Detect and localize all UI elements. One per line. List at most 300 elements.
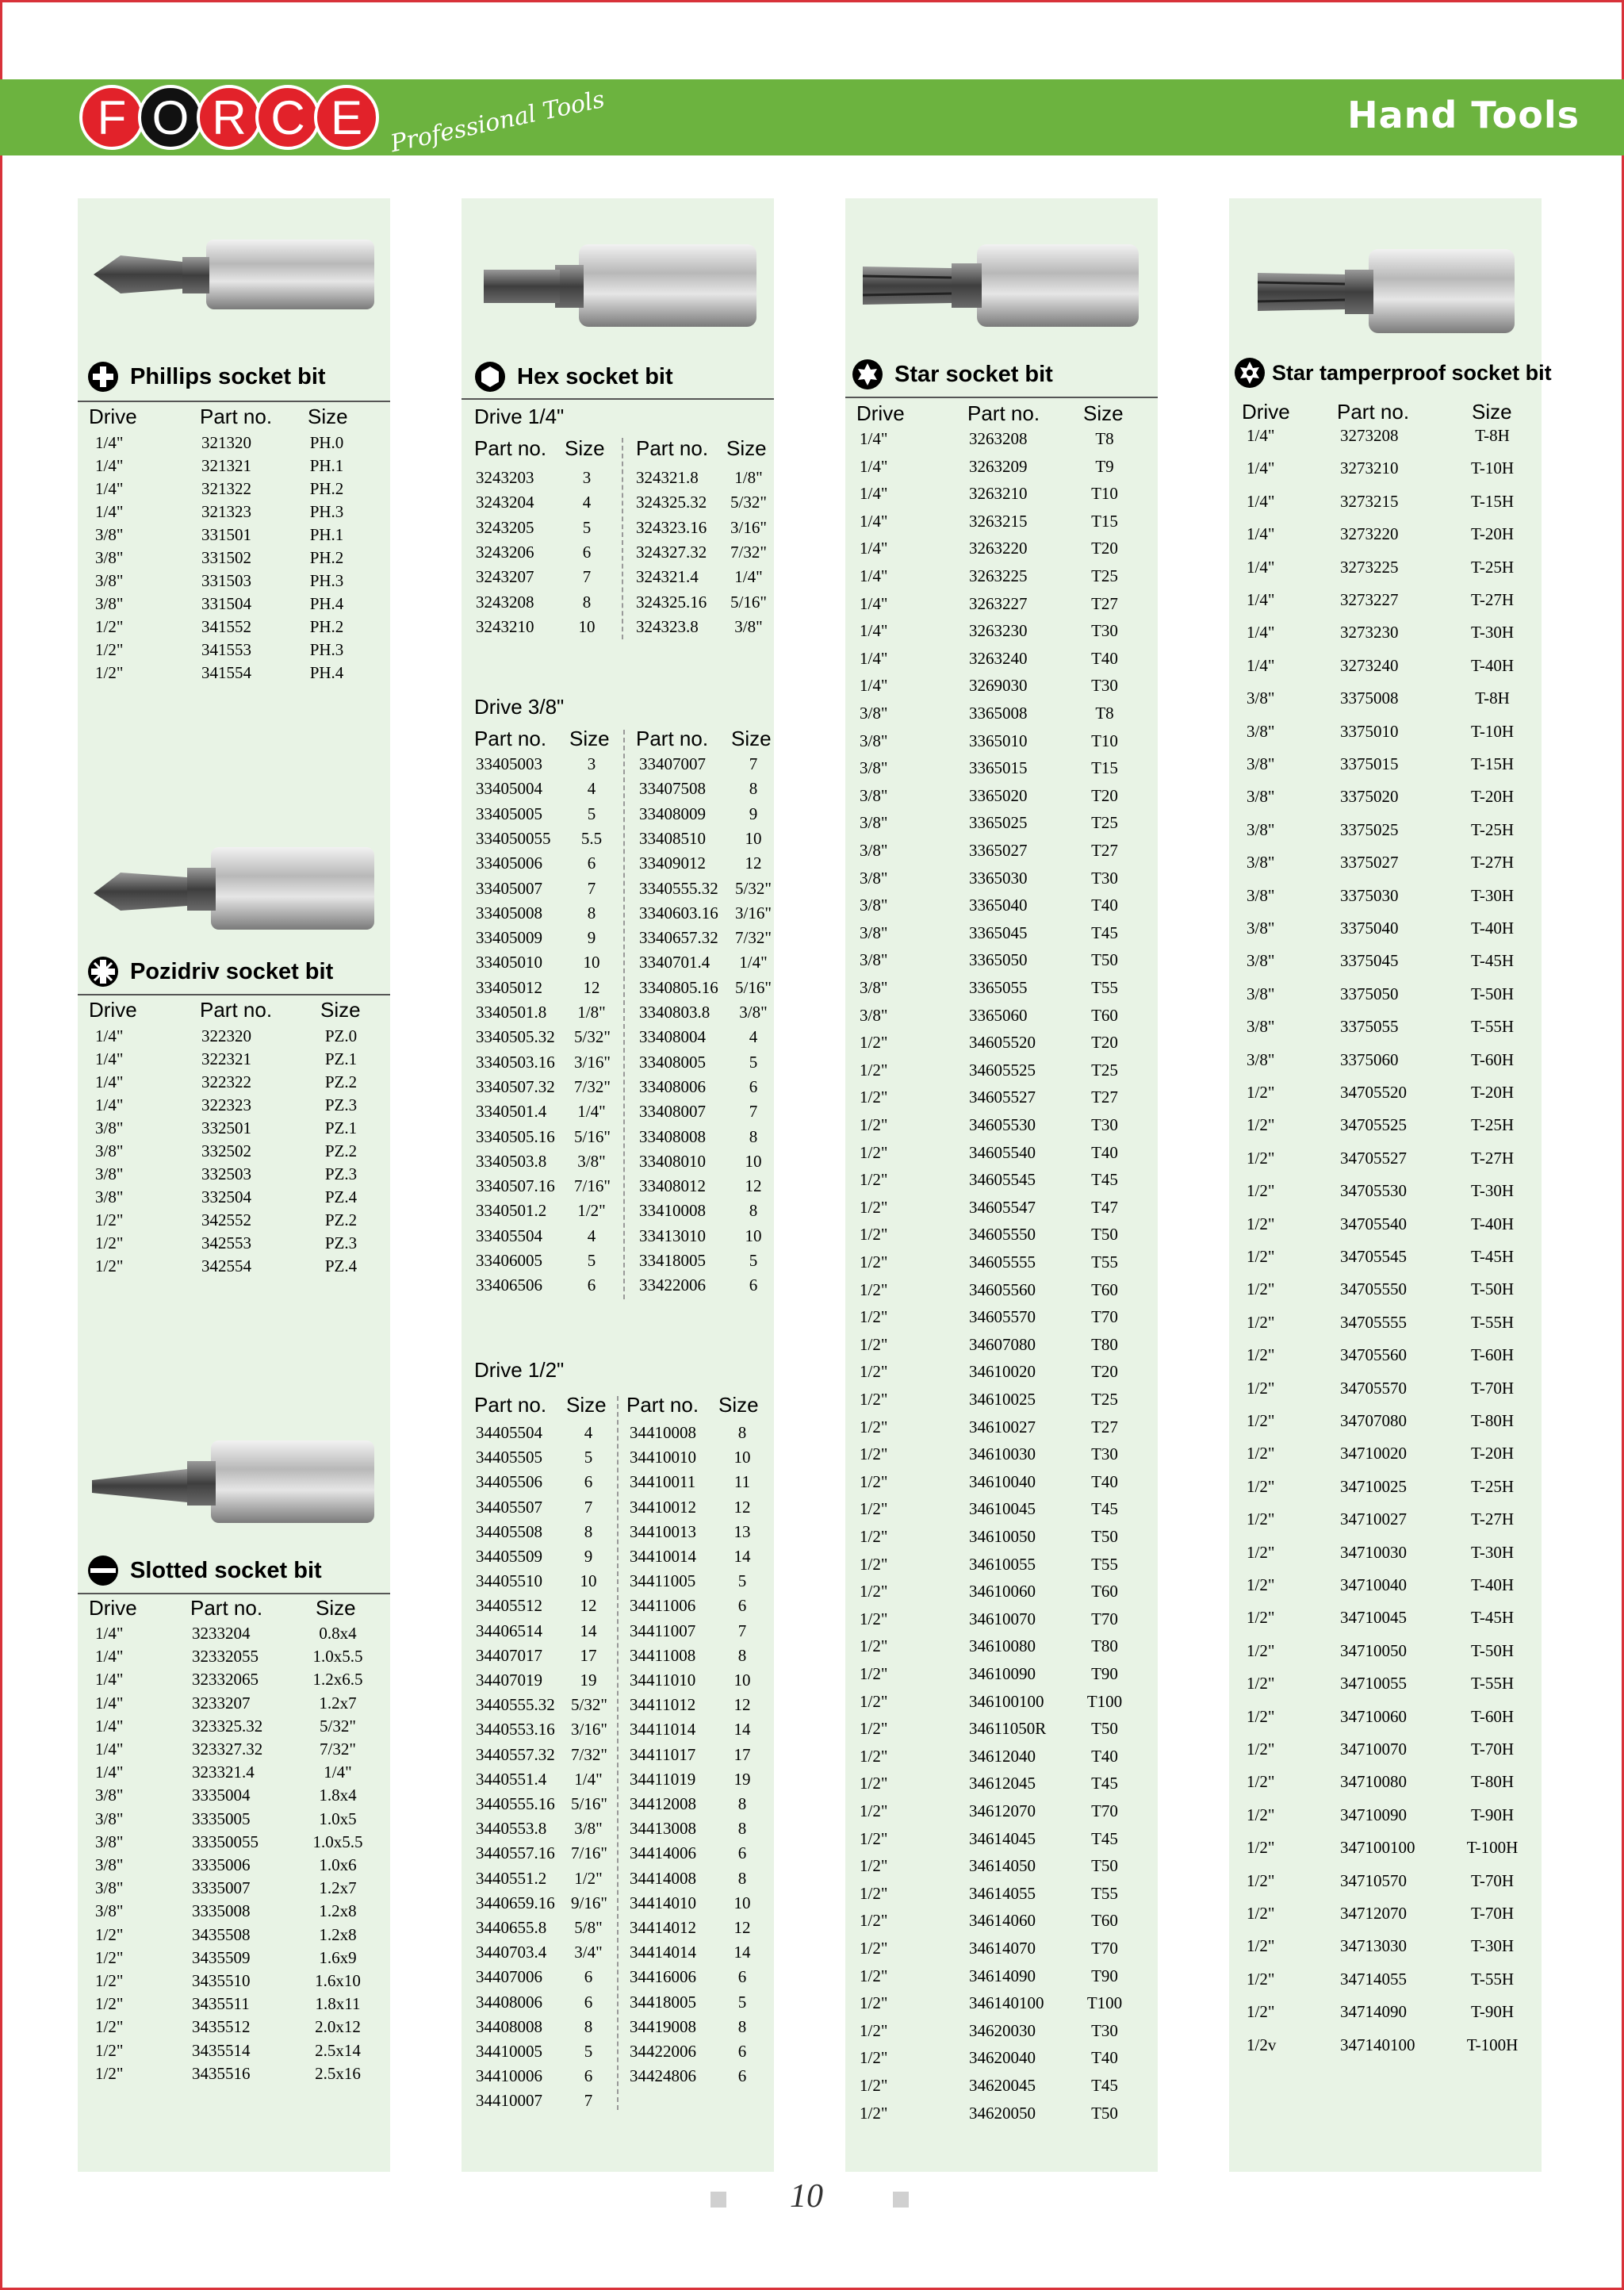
logo-letter: F [79, 85, 144, 150]
hex-part-cell: 34410014 [630, 1547, 696, 1566]
hex-size-cell: 5 [582, 517, 592, 537]
frame-top-border [0, 0, 1624, 2]
pozidriv-part-cell: 342552 [201, 1210, 251, 1229]
hex-part-cell: 33406506 [476, 1275, 542, 1295]
hex-size-cell: 12 [733, 1695, 751, 1715]
tamper-part-cell: 347100100 [1340, 1838, 1415, 1858]
tamper-drive-cell: 1/2" [1247, 1181, 1275, 1201]
hex-part-cell: 3340501.2 [476, 1201, 547, 1221]
hex-header-size: Size [718, 1393, 759, 1417]
hex-size-cell: 3/8" [734, 616, 763, 636]
pozidriv-drive-cell: 1/4" [95, 1095, 124, 1114]
hex-part-cell: 33407007 [639, 754, 706, 773]
star-size-cell: T50 [1091, 1856, 1118, 1876]
star-drive-cell: 1/2" [860, 1828, 888, 1848]
star-drive-cell: 3/8" [860, 896, 888, 915]
star-drive-cell: 1/2" [860, 1307, 888, 1327]
hex-part-cell: 34414008 [630, 1868, 696, 1888]
tamper-part-cell: 34705560 [1340, 1345, 1407, 1365]
hex-part-cell: 34407006 [476, 1967, 542, 1987]
slotted-drive-cell: 3/8" [95, 1855, 124, 1874]
pozidriv-size-cell: PZ.2 [324, 1141, 358, 1160]
phillips-drive-cell: 1/4" [95, 433, 124, 452]
hex-part-cell: 334050055 [476, 828, 551, 848]
logo-letter: E [314, 85, 379, 150]
pozidriv-size-cell: PZ.3 [324, 1164, 358, 1183]
slotted-size-cell: 1.2x8 [319, 1924, 357, 1944]
star-size-cell: T90 [1091, 1966, 1118, 1985]
slotted-size-cell: 1.0x6 [319, 1855, 357, 1874]
tamper-size-cell: T-70H [1470, 1378, 1515, 1398]
hex-size-cell: 4 [587, 1226, 596, 1245]
tamper-part-cell: 3375040 [1340, 919, 1399, 938]
tamper-part-cell: 34710030 [1340, 1542, 1407, 1562]
slotted-title-text: Slotted socket bit [130, 1557, 322, 1583]
slotted-drive-cell: 1/2" [95, 1947, 124, 1967]
phillips-header-drive: Drive [89, 405, 137, 428]
tamper-size-cell: T-20H [1470, 787, 1515, 807]
tamper-part-cell: 34714090 [1340, 2002, 1407, 2022]
tamper-drive-cell: 3/8" [1247, 853, 1275, 873]
tamper-part-cell: 3375015 [1340, 754, 1399, 773]
pozidriv-size-cell: PZ.3 [324, 1095, 358, 1114]
tamper-drive-cell: 1/4" [1247, 655, 1275, 675]
slotted-part-cell: 3233207 [192, 1693, 251, 1713]
tamper-part-cell: 3273230 [1340, 623, 1399, 643]
tamper-drive-cell: 1/4" [1247, 426, 1275, 445]
tamper-drive-cell: 1/2" [1247, 1805, 1275, 1824]
hex-part-cell: 3340657.32 [639, 928, 718, 948]
hex-size-cell: 1/2" [577, 1201, 606, 1221]
pozidriv-part-cell: 322320 [201, 1026, 251, 1045]
tamper-part-cell: 34710025 [1340, 1476, 1407, 1496]
star-part-cell: 3263209 [969, 456, 1028, 476]
pozidriv-header-size: Size [320, 998, 361, 1022]
star-title [852, 359, 1053, 390]
hex-part-cell: 33418005 [639, 1251, 706, 1270]
tamper-size-cell: T-50H [1470, 984, 1515, 1003]
hex-size-cell: 5/32" [730, 493, 767, 512]
hex-size-cell: 1/2" [574, 1868, 603, 1888]
star-drive-cell: 3/8" [860, 704, 888, 723]
hex-size-cell: 5 [749, 1251, 758, 1270]
star-size-cell: T70 [1091, 1609, 1118, 1628]
hex-size-cell: 5/8" [574, 1918, 603, 1937]
tamper-size-cell: T-27H [1470, 1148, 1515, 1168]
pozidriv-drive-cell: 1/2" [95, 1256, 124, 1275]
hex-size-cell: 3/16" [735, 903, 772, 923]
slotted-drive-cell: 1/4" [95, 1670, 124, 1690]
hex-part-cell: 33408008 [639, 1126, 706, 1146]
phillips-header-part: Part no. [200, 405, 273, 428]
hex-part-cell: 3440555.16 [476, 1794, 555, 1813]
tamper-part-cell: 34705545 [1340, 1247, 1407, 1266]
hex-size-cell: 3/16" [571, 1720, 607, 1740]
slotted-size-cell: 1.2x7 [319, 1878, 357, 1898]
star-drive-cell: 3/8" [860, 950, 888, 970]
tamper-drive-cell: 3/8" [1247, 919, 1275, 938]
tamper-drive-cell: 1/2" [1247, 1575, 1275, 1594]
phillips-size-cell: PH.2 [309, 548, 344, 567]
tamper-size-cell: T-30H [1470, 1181, 1515, 1201]
hex-part-cell: 33408006 [639, 1076, 706, 1096]
star-part-cell: 34610040 [969, 1471, 1036, 1491]
tamper-drive-cell: 3/8" [1247, 951, 1275, 971]
hex-part-cell: 34405512 [476, 1596, 542, 1616]
star-drive-cell: 1/2" [860, 1856, 888, 1876]
hex-part-cell: 34410010 [630, 1448, 696, 1467]
hex-part-cell: 34410013 [630, 1521, 696, 1541]
hex-part-cell: 33409012 [639, 853, 706, 873]
tamper-drive-cell: 1/2" [1247, 1608, 1275, 1628]
pozidriv-size-cell: PZ.1 [324, 1049, 358, 1068]
hex-size-cell: 14 [733, 1943, 751, 1962]
phillips-size-cell: PH.3 [309, 502, 344, 521]
star-size-cell: T47 [1091, 1197, 1118, 1217]
slotted-part-cell: 3435511 [192, 1994, 250, 2014]
star-size-cell: T50 [1091, 1527, 1118, 1546]
star-size-cell: T50 [1091, 1225, 1118, 1245]
hex-part-cell: 34411017 [630, 1744, 696, 1764]
slotted-size-cell: 1/4" [324, 1763, 352, 1782]
hex-size-cell: 7/16" [571, 1843, 607, 1863]
star-part-cell: 3365060 [969, 1005, 1028, 1025]
hex-size-cell: 19 [733, 1769, 751, 1789]
star-size-cell: T50 [1091, 2103, 1118, 2123]
hex-size-cell: 19 [580, 1671, 597, 1690]
star-part-cell: 3263220 [969, 539, 1028, 558]
tamper-size-cell: T-55H [1470, 1969, 1515, 1989]
pozidriv-drive-cell: 3/8" [95, 1118, 124, 1137]
phillips-size-cell: PH.1 [309, 456, 344, 475]
star-drive-cell: 1/4" [860, 429, 888, 448]
phillips-part-cell: 321323 [201, 502, 251, 521]
star-part-cell: 346140100 [969, 1993, 1044, 2013]
hex-part-cell: 324321.4 [636, 567, 699, 587]
tamper-drive-cell: 1/2" [1247, 1509, 1275, 1529]
star-drive-cell: 1/2" [860, 1390, 888, 1409]
tamper-size-cell: T-90H [1470, 2002, 1515, 2022]
hex-part-cell: 34408008 [476, 2016, 542, 2036]
star-size-cell: T45 [1091, 1499, 1118, 1519]
pozidriv-drive-cell: 3/8" [95, 1187, 124, 1206]
hex-part-cell: 34407019 [476, 1671, 542, 1690]
star-drive-cell: 3/8" [860, 978, 888, 997]
hex-part-cell: 33406005 [476, 1251, 542, 1270]
hex-size-cell: 5 [587, 804, 596, 823]
star-size-cell: T55 [1091, 978, 1118, 997]
star-size-cell: T20 [1091, 1362, 1118, 1382]
slotted-drive-cell: 3/8" [95, 1901, 124, 1921]
star-part-cell: 3263230 [969, 621, 1028, 641]
hex-part-cell: 324325.16 [636, 592, 707, 612]
hex-part-cell: 34411012 [630, 1695, 696, 1715]
star-part-cell: 34605530 [969, 1115, 1036, 1134]
star-part-cell: 3269030 [969, 676, 1028, 696]
tamper-size-cell: T-30H [1470, 623, 1515, 643]
pozidriv-bit-image [89, 841, 379, 936]
hex-header-part: Part no. [636, 436, 709, 460]
page-square-right [893, 2192, 909, 2208]
star-drive-cell: 3/8" [860, 1005, 888, 1025]
slotted-size-cell: 1.2x6.5 [312, 1670, 363, 1690]
star-part-cell: 34620040 [969, 2048, 1036, 2068]
hex-size-cell: 5/32" [735, 878, 772, 898]
star-bit-image [858, 238, 1143, 333]
tamper-part-cell: 3273227 [1340, 590, 1399, 609]
hex-size-cell: 5 [584, 2042, 593, 2061]
tamper-part-cell: 3273208 [1340, 426, 1399, 445]
star-part-cell: 34607080 [969, 1334, 1036, 1354]
slotted-size-cell: 1.0x5.5 [312, 1832, 363, 1851]
star-drive-cell: 1/2" [860, 1142, 888, 1162]
star-part-cell: 34610025 [969, 1390, 1036, 1409]
tamper-drive-cell: 1/2" [1247, 1214, 1275, 1233]
hex-size-cell: 5.5 [580, 828, 603, 848]
tamper-part-cell: 34707080 [1340, 1411, 1407, 1430]
slotted-drive-cell: 3/8" [95, 1809, 124, 1828]
hex-header-size: Size [566, 1393, 607, 1417]
hex-part-cell: 3340503.8 [476, 1151, 547, 1171]
phillips-drive-cell: 1/2" [95, 663, 124, 682]
hex-part-cell: 33413010 [639, 1226, 706, 1245]
pozidriv-size-cell: PZ.4 [324, 1256, 358, 1275]
slotted-drive-cell: 1/4" [95, 1693, 124, 1713]
star-size-cell: T10 [1091, 731, 1118, 750]
hex-size-cell: 1/8" [577, 1003, 606, 1022]
tamper-part-cell: 34710060 [1340, 1706, 1407, 1726]
star-drive-cell: 3/8" [860, 841, 888, 860]
star-drive-cell: 1/2" [860, 1499, 888, 1519]
star-size-cell: T60 [1091, 1911, 1118, 1931]
hex-part-cell: 3440557.16 [476, 1843, 555, 1863]
hex-size-cell: 12 [580, 1596, 597, 1616]
slotted-drive-cell: 1/2" [95, 2063, 124, 2083]
hex-part-cell: 3440557.32 [476, 1744, 555, 1764]
pozidriv-part-cell: 342554 [201, 1256, 251, 1275]
star-size-cell: T20 [1091, 539, 1118, 558]
tamper-header-drive: Drive [1242, 400, 1290, 424]
tamper-drive-cell: 1/2" [1247, 1969, 1275, 1989]
tamper-drive-cell: 1/2" [1247, 1870, 1275, 1890]
slotted-size-cell: 1.8x4 [319, 1786, 357, 1805]
star-tamperproof-bit-image [1251, 243, 1521, 341]
star-part-cell: 3365008 [969, 704, 1028, 723]
slotted-drive-cell: 3/8" [95, 1832, 124, 1851]
hex-size-cell: 10 [745, 1226, 762, 1245]
star-part-cell: 34605560 [969, 1279, 1036, 1299]
hex-size-cell: 12 [733, 1497, 751, 1517]
hex-drive-label: Drive 1/4" [474, 405, 565, 428]
hex-part-cell: 33405504 [476, 1226, 542, 1245]
hex-part-cell: 34414010 [630, 1893, 696, 1912]
hex-part-cell: 3243208 [476, 592, 534, 612]
hex-size-cell: 9/16" [571, 1893, 607, 1912]
tamper-part-cell: 3273225 [1340, 557, 1399, 577]
tamper-part-cell: 3375010 [1340, 721, 1399, 741]
tamper-size-cell: T-80H [1470, 1772, 1515, 1792]
slotted-size-cell: 7/32" [320, 1740, 356, 1759]
hex-size-cell: 5 [737, 1992, 747, 2012]
hex-size-cell: 10 [583, 953, 600, 972]
tamper-drive-cell: 1/4" [1247, 524, 1275, 544]
star-size-cell: T100 [1086, 1993, 1123, 2013]
star-size-cell: T60 [1091, 1005, 1118, 1025]
slotted-size-cell: 2.5x16 [315, 2063, 361, 2083]
star-drive-cell: 1/4" [860, 648, 888, 668]
hex-size-cell: 3/8" [577, 1151, 606, 1171]
tamper-size-cell: T-20H [1470, 1083, 1515, 1102]
phillips-size-cell: PH.4 [309, 594, 344, 613]
tamper-part-cell: 34710040 [1340, 1575, 1407, 1594]
star-part-cell: 34612045 [969, 1774, 1036, 1793]
hex-header-part: Part no. [626, 1393, 699, 1417]
hex-size-cell: 3/16" [574, 1052, 611, 1072]
tamper-size-cell: T-8H [1475, 689, 1510, 708]
star-drive-cell: 1/2" [860, 1719, 888, 1739]
tamper-drive-cell: 1/2" [1247, 1904, 1275, 1923]
star-size-cell: T20 [1091, 785, 1118, 805]
slotted-part-cell: 3335004 [192, 1786, 251, 1805]
hex-part-cell: 33422006 [639, 1275, 706, 1295]
hex-header-size: Size [726, 436, 767, 460]
star-size-cell: T50 [1091, 950, 1118, 970]
slotted-size-cell: 1.0x5.5 [312, 1647, 363, 1667]
star-size-cell: T9 [1095, 456, 1114, 476]
star-drive-cell: 1/2" [860, 1801, 888, 1820]
star-part-cell: 34605570 [969, 1307, 1036, 1327]
hex-part-cell: 3440551.2 [476, 1868, 547, 1888]
tamper-size-cell: T-25H [1470, 819, 1515, 839]
tamper-size-cell: T-40H [1470, 655, 1515, 675]
hex-size-cell: 6 [749, 1275, 758, 1295]
tamper-part-cell: 3375050 [1340, 984, 1399, 1003]
hex-part-cell: 34405506 [476, 1472, 542, 1492]
star-size-cell: T80 [1091, 1334, 1118, 1354]
slotted-drive-cell: 1/2" [95, 1971, 124, 1990]
hex-size-cell: 8 [737, 1794, 747, 1813]
phillips-size-cell: PH.3 [309, 640, 344, 659]
hex-size-cell: 7 [587, 878, 596, 898]
slotted-part-cell: 3435516 [192, 2063, 251, 2083]
tamper-part-cell: 34714055 [1340, 1969, 1407, 1989]
hex-part-cell: 324321.8 [636, 468, 699, 487]
star-size-cell: T25 [1091, 566, 1118, 585]
hex-size-cell: 8 [749, 1126, 758, 1146]
slotted-drive-cell: 3/8" [95, 1878, 124, 1898]
hex-size-cell: 10 [733, 1893, 751, 1912]
hex-part-cell: 33408007 [639, 1102, 706, 1122]
pozidriv-part-cell: 332504 [201, 1187, 251, 1206]
logo-letter: O [138, 85, 203, 150]
tamper-part-cell: 34705520 [1340, 1083, 1407, 1102]
hex-part-cell: 34411007 [630, 1621, 696, 1640]
star-header-part: Part no. [967, 401, 1040, 425]
star-size-cell: T25 [1091, 1060, 1118, 1080]
hex-size-cell: 5/32" [571, 1695, 607, 1715]
tamper-part-cell: 34705555 [1340, 1312, 1407, 1332]
star-part-cell: 34610050 [969, 1527, 1036, 1546]
phillips-part-cell: 321322 [201, 479, 251, 498]
pozidriv-drive-cell: 1/4" [95, 1049, 124, 1068]
hex-part-cell: 34410005 [476, 2042, 542, 2061]
star-drive-cell: 1/2" [860, 1334, 888, 1354]
star-size-cell: T55 [1091, 1252, 1118, 1272]
slotted-part-cell: 3335006 [192, 1855, 251, 1874]
tamper-part-cell: 34710045 [1340, 1608, 1407, 1628]
hex-size-cell: 5/16" [571, 1794, 607, 1813]
slotted-part-cell: 3335005 [192, 1809, 251, 1828]
tamper-part-cell: 34710055 [1340, 1674, 1407, 1694]
tamper-size-cell: T-20H [1470, 1444, 1515, 1463]
hex-size-cell: 5 [749, 1052, 758, 1072]
pozidriv-size-cell: PZ.0 [324, 1026, 358, 1045]
pozidriv-part-cell: 322322 [201, 1072, 251, 1091]
tamper-drive-cell: 1/2" [1247, 1411, 1275, 1430]
star-size-cell: T45 [1091, 923, 1118, 942]
hex-part-cell: 34407017 [476, 1645, 542, 1665]
tamper-size-cell: T-25H [1470, 1115, 1515, 1135]
pozidriv-title [87, 956, 333, 988]
hex-size-cell: 10 [578, 616, 596, 636]
tamper-drive-cell: 3/8" [1247, 819, 1275, 839]
pozidriv-part-cell: 332501 [201, 1118, 251, 1137]
hex-size-cell: 3 [587, 754, 596, 773]
hex-part-cell: 3243203 [476, 468, 534, 487]
pozidriv-drive-cell: 3/8" [95, 1141, 124, 1160]
tamper-part-cell: 3375008 [1340, 689, 1399, 708]
hex-part-cell: 34411006 [630, 1596, 696, 1616]
star-drive-cell: 1/2" [860, 1527, 888, 1546]
star-drive-cell: 1/4" [860, 511, 888, 531]
hex-part-cell: 34414012 [630, 1918, 696, 1937]
hex-header-size: Size [569, 727, 610, 750]
hex-part-cell: 3340501.8 [476, 1003, 547, 1022]
phillips-drive-cell: 1/2" [95, 640, 124, 659]
pozidriv-header-drive: Drive [89, 998, 137, 1022]
star-part-cell: 3263240 [969, 648, 1028, 668]
hex-part-cell: 3340501.4 [476, 1102, 547, 1122]
hex-size-cell: 8 [587, 903, 596, 923]
star-drive-cell: 1/2" [860, 1444, 888, 1464]
hex-icon [474, 361, 506, 393]
star-size-cell: T30 [1091, 676, 1118, 696]
tamper-size-cell: T-20H [1470, 524, 1515, 544]
star-part-cell: 3365045 [969, 923, 1028, 942]
tamper-drive-cell: 3/8" [1247, 721, 1275, 741]
tamper-drive-cell: 1/2" [1247, 1740, 1275, 1759]
hex-size-cell: 7 [737, 1621, 747, 1640]
frame-left-border [0, 0, 2, 2290]
star-title-text: Star socket bit [894, 361, 1053, 387]
star-drive-cell: 1/2" [860, 1115, 888, 1134]
hex-part-cell: 3340505.16 [476, 1126, 555, 1146]
star-part-cell: 34611050R [969, 1719, 1047, 1739]
tamper-drive-cell: 3/8" [1247, 754, 1275, 773]
hex-part-cell: 33408510 [639, 828, 706, 848]
star-part-cell: 34620045 [969, 2076, 1036, 2095]
hex-part-cell: 3340505.32 [476, 1027, 555, 1047]
hex-header-size: Size [565, 436, 605, 460]
star-size-cell: T27 [1091, 1087, 1118, 1107]
pozidriv-title-text: Pozidriv socket bit [130, 958, 334, 984]
hex-part-cell: 3243204 [476, 493, 534, 512]
hex-size-cell: 14 [733, 1720, 751, 1740]
hex-size-cell: 7/32" [571, 1744, 607, 1764]
tamper-size-cell: T-45H [1470, 951, 1515, 971]
logo-letter: R [197, 85, 262, 150]
slotted-part-cell: 3335007 [192, 1878, 251, 1898]
